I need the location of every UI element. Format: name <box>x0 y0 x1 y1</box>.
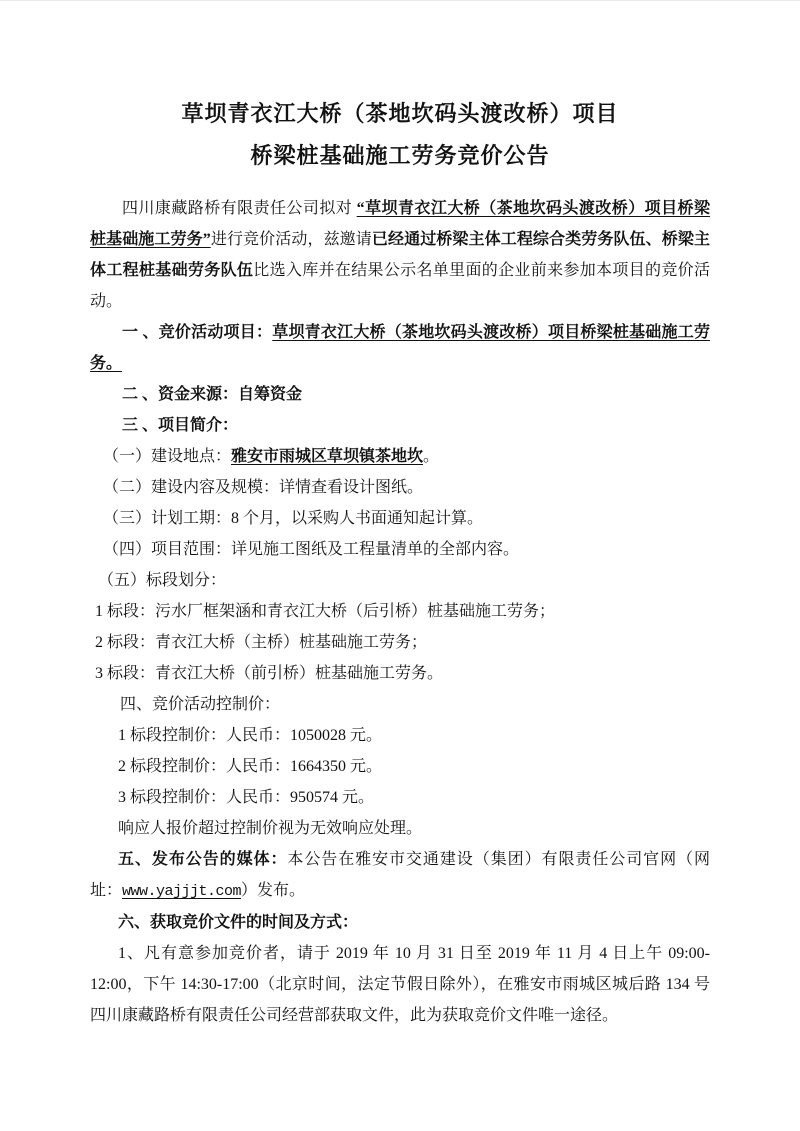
paragraph <box>90 844 710 907</box>
paragraph <box>90 565 710 596</box>
text-run: 比选入库并在结果公示名单里面的企业前来参加本项目的竞价活动。 <box>90 262 710 310</box>
text-run: 2 标段控制价：人民币：1664350 元。 <box>118 758 383 775</box>
text-run: 1 标段：污水厂框架涵和青衣江大桥（后引桥）桩基础施工劳务； <box>95 603 556 620</box>
paragraph <box>90 441 710 472</box>
text-run: （五）标段划分： <box>98 572 227 589</box>
text-run: 3 标段：青衣江大桥（前引桥）桩基础施工劳务。 <box>95 665 444 682</box>
document-title <box>90 93 710 177</box>
paragraph <box>90 720 710 751</box>
text-run: 1 标段控制价：人民币：1050028 元。 <box>118 727 383 744</box>
text-run: 1、凡有意参加竞价者，请于 2019 年 10 月 31 日至 2019 年 11 月 4 日上午 09:00-12:00，下午 14:30-17:00（北京时间，法定节假日除外），在雅安市雨城区城后路 134 号四川康藏路桥有限责任公司经营部获取文件，此为获取竞价文件唯一途径。 <box>90 945 710 1024</box>
paragraph <box>90 907 710 938</box>
paragraph <box>90 813 710 844</box>
paragraph <box>90 751 710 782</box>
text-run: （三）计划工期：8 个月，以采购人书面通知起计算。 <box>103 510 484 527</box>
text-run: “草坝青衣江大桥（茶地坎码头渡改桥）项目桥梁桩基础施工劳务” <box>90 200 710 248</box>
text-run: 。 <box>423 448 440 465</box>
paragraph <box>90 317 710 379</box>
text-run: 草坝青衣江大桥（茶地坎码头渡改桥）项目桥梁桩基础施工劳务。 <box>90 324 710 372</box>
text-run: 2 标段：青衣江大桥（主桥）桩基础施工劳务； <box>95 634 428 651</box>
text-run: ）发布。 <box>241 882 306 899</box>
paragraph <box>90 627 710 658</box>
text-run: 二 、资金来源：自筹资金 <box>122 386 303 403</box>
paragraph <box>90 379 710 410</box>
text-run: 三 、项目简介： <box>122 417 239 434</box>
text-run: 五、发布公告的媒体： <box>118 851 288 868</box>
paragraph <box>90 689 710 720</box>
text-run: （二）建设内容及规模：详情查看设计图纸。 <box>103 479 424 496</box>
text-run: 本公告在雅安市交通建设（集团）有限责任公司官网（网址： <box>90 851 710 899</box>
text-run: 雅安市雨城区草坝镇茶地坎 <box>231 448 424 465</box>
paragraph <box>90 938 710 1031</box>
paragraph <box>90 193 710 317</box>
paragraph <box>90 503 710 534</box>
text-run: 3 标段控制价：人民币：950574 元。 <box>118 789 375 806</box>
text-run: （四）项目范围：详见施工图纸及工程量清单的全部内容。 <box>103 541 520 558</box>
document-body <box>90 193 710 1031</box>
title-line-1: 草坝青衣江大桥（茶地坎码头渡改桥）项目 <box>181 101 619 126</box>
paragraph <box>90 472 710 503</box>
text-run: 进行竞价活动，兹邀请 <box>210 231 372 248</box>
paragraph <box>90 658 710 689</box>
text-run: 一 、竞价活动项目： <box>122 324 273 341</box>
text-run: 四川康藏路桥有限责任公司拟对 <box>122 200 357 217</box>
paragraph <box>90 410 710 441</box>
text-run: （一）建设地点： <box>103 448 232 465</box>
paragraph <box>90 782 710 813</box>
paragraph <box>90 596 710 627</box>
paragraph <box>90 534 710 565</box>
title-line-2: 桥梁桩基础施工劳务竞价公告 <box>250 143 550 168</box>
text-run: 四、竞价活动控制价： <box>120 696 281 713</box>
website-url-link[interactable]: www.yajjjt.com <box>122 883 242 900</box>
text-run: 响应人报价超过控制价视为无效响应处理。 <box>118 820 423 837</box>
text-run: 六、获取竞价文件的时间及方式： <box>118 914 359 931</box>
text-run: 已经通过桥梁主体工程综合类劳务队伍、桥梁主体工程桩基础劳务队伍 <box>90 231 710 279</box>
